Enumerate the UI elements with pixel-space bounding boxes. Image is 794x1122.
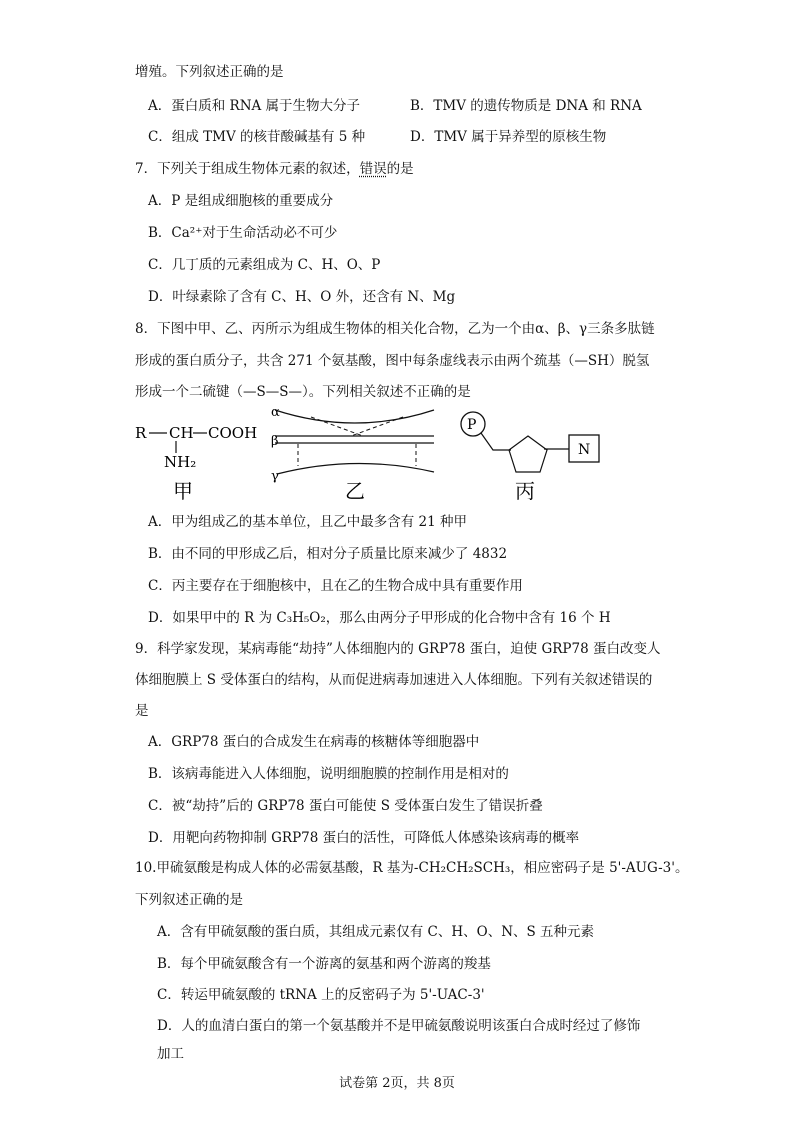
jia-ch: CH (169, 424, 194, 442)
jia-nh2: NH₂ (164, 453, 197, 471)
q8-stem-line-3: 形成一个二硫键（—S—S—）。下列相关叙述不正确的是 (135, 384, 471, 400)
q8-option-d: D．如果甲中的 R 为 C₃H₅O₂，那么由两分子甲形成的化合物中含有 16 个 H (148, 610, 611, 626)
jia-r-group: R (135, 424, 147, 442)
q8-option-a: A．甲为组成乙的基本单位，且乙中最多含有 21 种甲 (148, 514, 468, 530)
figure-jia (135, 424, 257, 503)
q9-option-b: B．该病毒能进入人体细胞，说明细胞膜的控制作用是相对的 (148, 766, 509, 782)
yi-disulfide-bond-1 (311, 417, 363, 436)
q10-option-a: A．含有甲硫氨酸的蛋白质，其组成元素仅有 C、H、O、N、S 五种元素 (157, 924, 595, 940)
q8-figure (125, 402, 645, 512)
yi-beta-label: β (271, 434, 279, 449)
bing-caption: 丙 (515, 479, 535, 503)
q8-stem-line-1: 8．下图中甲、乙、丙所示为组成生物体的相关化合物，乙为一个由α、β、γ三条多肽链 (135, 321, 655, 337)
q6-option-b: B．TMV 的遗传物质是 DNA 和 RNA (410, 98, 642, 114)
q8-option-c: C．丙主要存在于细胞核中，且在乙的生物合成中具有重要作用 (148, 578, 523, 594)
q7-option-c: C．几丁质的元素组成为 C、H、O、P (148, 257, 381, 273)
q7-option-b: B．Ca²⁺对于生命活动必不可少 (148, 225, 338, 241)
page-footer: 试卷第 2页，共 8页 (339, 1076, 455, 1091)
q8-stem-line-2: 形成的蛋白质分子，共含 271 个氨基酸，图中每条虚线表示由两个巯基（—SH）脱氢 (135, 353, 650, 369)
jia-caption: 甲 (173, 479, 193, 503)
yi-gamma-label: γ (271, 469, 279, 484)
q6-option-d: D．TMV 属于异养型的原核生物 (410, 129, 607, 145)
q9-option-a: A．GRP78 蛋白的合成发生在病毒的核糖体等细胞器中 (148, 734, 480, 750)
q10-option-d-continued: 加工 (157, 1046, 184, 1062)
figure-bing (461, 412, 599, 503)
q10-option-b: B．每个甲硫氨酸含有一个游离的氨基和两个游离的羧基 (157, 956, 491, 972)
bing-base-label: N (578, 442, 591, 458)
q6-option-a: A．蛋白质和 RNA 属于生物大分子 (148, 98, 361, 114)
q10-option-c: C．转运甲硫氨酸的 tRNA 上的反密码子为 5'-UAC-3' (157, 987, 485, 1003)
yi-disulfide-bond-2 (351, 417, 403, 436)
jia-cooh: COOH (208, 424, 258, 442)
q9-option-d: D．用靶向药物抑制 GRP78 蛋白的活性，可降低人体感染该病毒的概率 (148, 830, 580, 846)
q8-option-b: B．由不同的甲形成乙后，相对分子质量比原来减少了 4832 (148, 546, 508, 562)
q10-stem-line-1: 10.甲硫氨酸是构成人体的必需氨基酸，R 基为-CH₂CH₂SCH₃，相应密码子是 5'-AUG-3'。 (135, 860, 689, 876)
bing-phosphate-label: P (467, 417, 477, 433)
yi-caption: 乙 (345, 479, 365, 503)
q9-stem-line-3: 是 (135, 703, 149, 719)
q7-emphasis: 错误 (359, 161, 387, 177)
q7-option-d: D．叶绿素除了含有 C、H、O 外，还含有 N、Mg (148, 289, 456, 305)
q10-option-d: D．人的血清白蛋白的第一个氨基酸并不是甲硫氨酸说明该蛋白合成时经过了修饰 (157, 1018, 641, 1034)
yi-gamma-chain (277, 463, 434, 474)
q7-stem: 7．下列关于组成生物体元素的叙述，错误的是 (135, 161, 414, 177)
q10-stem-line-2: 下列叙述正确的是 (135, 892, 243, 908)
bing-bond-phosphate-sugar (481, 433, 511, 450)
q9-stem-line-1: 9．科学家发现，某病毒能“劫持”人体细胞内的 GRP78 蛋白，迫使 GRP78 蛋白改变人 (135, 641, 661, 657)
yi-alpha-chain (275, 410, 434, 423)
figure-yi (271, 405, 434, 503)
q6-option-c: C．组成 TMV 的核苷酸碱基有 5 种 (148, 129, 366, 145)
q7-option-a: A．P 是组成细胞核的重要成分 (148, 193, 334, 209)
q9-option-c: C．被“劫持”后的 GRP78 蛋白可能使 S 受体蛋白发生了错误折叠 (148, 798, 543, 814)
q9-stem-line-2: 体细胞膜上 S 受体蛋白的结构，从而促进病毒加速进入人体细胞。下列有关叙述错误的 (135, 672, 653, 688)
bing-pentose-ring (509, 436, 547, 472)
q6-stem-end: 增殖。下列叙述正确的是 (135, 64, 284, 80)
yi-alpha-label: α (271, 405, 280, 420)
